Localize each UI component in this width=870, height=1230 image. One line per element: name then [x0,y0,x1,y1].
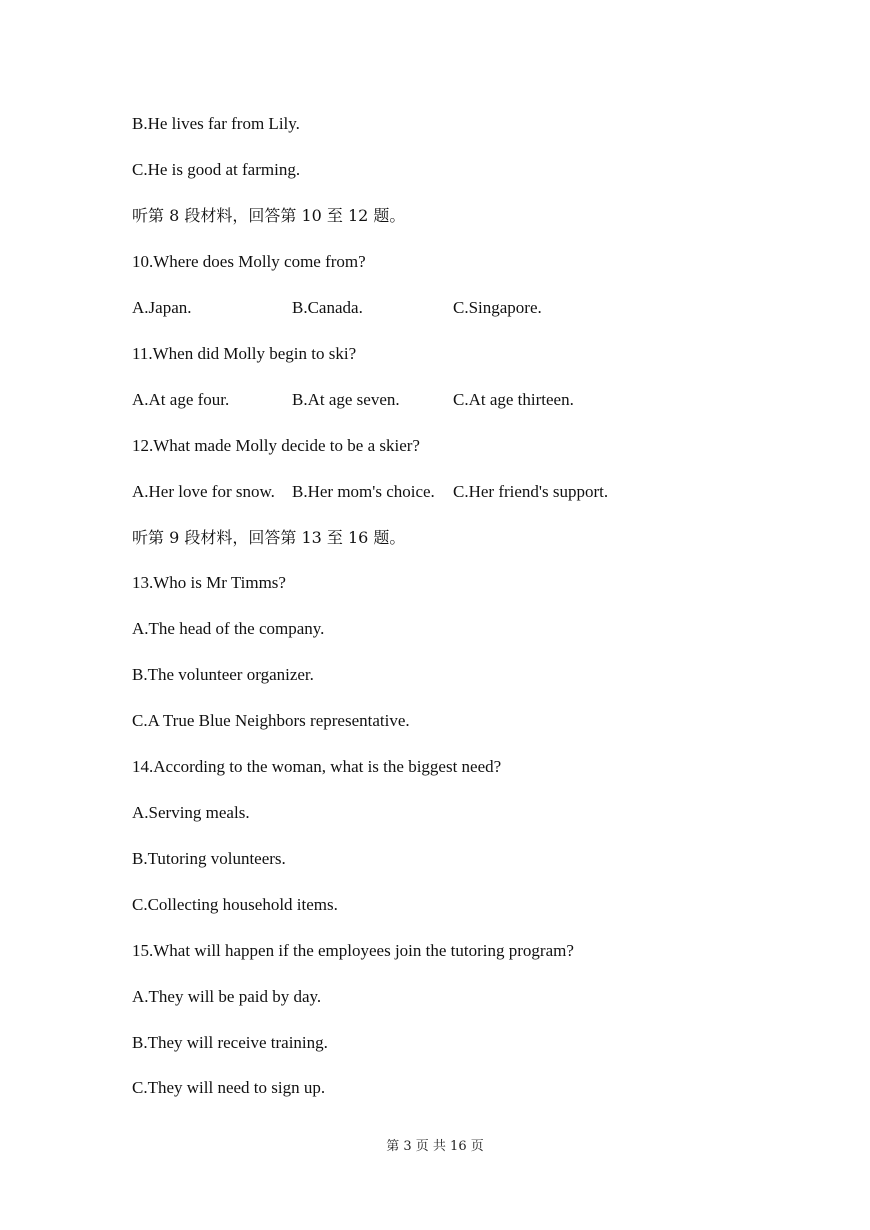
section-9-instruction: 听第 9 段材料，回答第 13 至 16 题。 [132,528,406,547]
q11-option-a: A.At age four. [132,390,230,409]
q10-question: 10.Where does Molly come from? [132,252,366,271]
q13-option-a: A.The head of the company. [132,619,325,638]
q11-question: 11.When did Molly begin to ski? [132,344,357,363]
q15-question: 15.What will happen if the employees join the tutoring program? [132,941,574,960]
q14-option-c: C.Collecting household items. [132,895,338,914]
q14-option-a: A.Serving meals. [132,803,250,822]
q13-question: 13.Who is Mr Timms? [132,573,286,592]
q10-option-b: B.Canada. [292,298,363,317]
q14-question: 14.According to the woman, what is the biggest need? [132,757,502,776]
q12-question: 12.What made Molly decide to be a skier? [132,436,420,455]
section-8-instruction: 听第 8 段材料，回答第 10 至 12 题。 [132,206,406,225]
q15-option-b: B.They will receive training. [132,1033,328,1052]
q12-option-c: C.Her friend's support. [453,482,609,501]
q11-option-b: B.At age seven. [292,390,400,409]
q10-option-c: C.Singapore. [453,298,542,317]
q13-option-c: C.A True Blue Neighbors representative. [132,711,410,730]
q11-option-c: C.At age thirteen. [453,390,574,409]
q15-option-c: C.They will need to sign up. [132,1078,326,1097]
q10-option-a: A.Japan. [132,298,192,317]
q13-option-b: B.The volunteer organizer. [132,665,314,684]
page-number-footer: 第 3 页 共 16 页 [386,1139,484,1154]
q9-option-b: B.He lives far from Lily. [132,114,300,133]
q12-option-a: A.Her love for snow. [132,482,275,501]
q12-option-b: B.Her mom's choice. [292,482,435,501]
q15-option-a: A.They will be paid by day. [132,987,322,1006]
q9-option-c: C.He is good at farming. [132,160,301,179]
q14-option-b: B.Tutoring volunteers. [132,849,286,868]
